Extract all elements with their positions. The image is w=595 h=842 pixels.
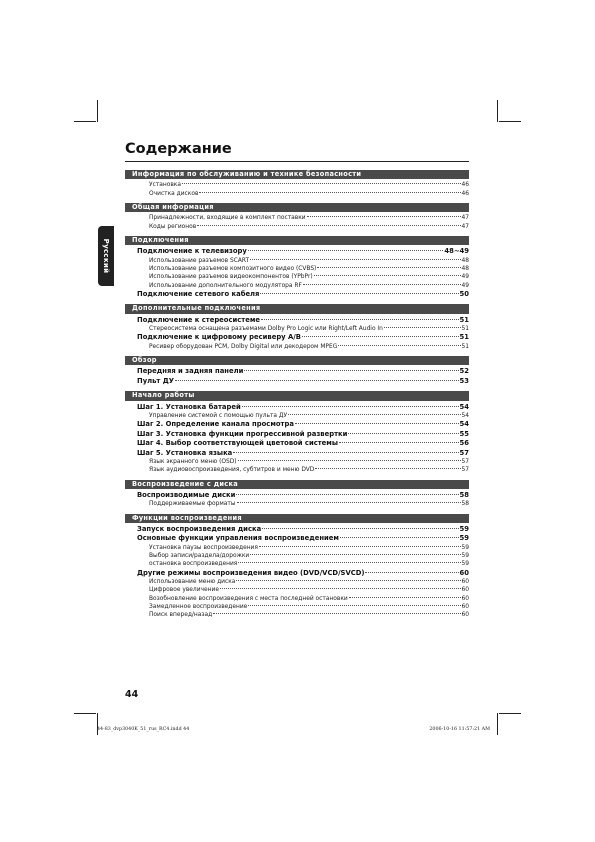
toc-entry[interactable]	[125, 525, 469, 534]
entry-page-number: 59	[461, 553, 469, 560]
toc-entry[interactable]	[125, 377, 469, 386]
crop-mark	[74, 121, 96, 122]
toc-subentry[interactable]	[125, 257, 469, 265]
dot-leader	[237, 502, 461, 503]
entry-page-number: 57	[461, 467, 469, 474]
entry-page-number: 59	[461, 544, 469, 551]
entry-page-number: 58	[459, 490, 469, 499]
entry-page-number: 47	[461, 223, 469, 230]
entry-title: Шаг 4. Выбор соответствующей цветовой системы	[137, 439, 338, 448]
entry-title: Основные функции управления воспроизведением	[137, 534, 339, 543]
entry-page-number: 54	[459, 402, 469, 411]
page-title: Содержание	[125, 141, 232, 157]
toc-subentry[interactable]	[125, 560, 469, 568]
toc-subentry[interactable]	[125, 412, 469, 420]
entry-title: Принадлежности, входящие в комплект поставки	[149, 215, 306, 222]
toc-section	[125, 170, 469, 198]
toc-subentry[interactable]	[125, 282, 469, 290]
entry-page-number: 60	[461, 603, 469, 610]
entry-page-number: 50	[459, 289, 469, 298]
toc-section	[125, 236, 469, 299]
entry-title: остановка воспроизведения	[149, 561, 238, 568]
side-tab-label: Русский	[102, 238, 110, 274]
section-header: Информация по обслуживанию и технике безопасности	[125, 170, 469, 179]
toc-subentry[interactable]	[125, 552, 469, 560]
entry-title: Другие режимы воспроизведения видео (DVD/VCD/SVCD)	[137, 568, 365, 577]
entry-title: Запуск воспроизведения диска	[137, 524, 262, 533]
entry-title: Управление системой с помощью пульта ДУ	[149, 413, 288, 420]
dot-leader	[236, 580, 460, 581]
entry-page-number: 48	[461, 266, 469, 273]
entry-page-number: 57	[461, 458, 469, 465]
entry-title: Язык экранного меню (OSD)	[149, 458, 237, 465]
section-header: Воспроизведение с диска	[125, 480, 469, 489]
toc-subentry[interactable]	[125, 500, 469, 508]
entry-page-number: 48~49	[444, 247, 469, 256]
entry-title: Язык аудиовоспроизведения, субтитров и меню DVD	[149, 467, 315, 474]
entry-page-number: 49	[461, 282, 469, 289]
toc-section	[125, 480, 469, 509]
entry-title: Передняя и задняя панели	[137, 367, 244, 376]
toc-section	[125, 203, 469, 231]
toc-entry[interactable]	[125, 439, 469, 448]
section-header: Общая информация	[125, 203, 469, 212]
toc-section	[125, 391, 469, 474]
toc-section	[125, 304, 469, 351]
dot-leader	[238, 460, 461, 461]
dot-leader	[248, 250, 444, 251]
toc-subentry[interactable]	[125, 214, 469, 222]
crop-mark	[97, 100, 98, 122]
dot-leader	[315, 468, 460, 469]
dot-leader	[340, 537, 459, 538]
toc-entry[interactable]	[125, 290, 469, 299]
dot-leader	[348, 433, 458, 434]
entry-page-number: 54	[459, 420, 469, 429]
entry-page-number: 46	[461, 182, 469, 189]
entry-title: Использование дополнительного модулятора RF	[149, 282, 302, 289]
dot-leader	[238, 562, 460, 563]
entry-title: Установка	[149, 182, 181, 189]
dot-leader	[248, 605, 460, 606]
toc-section	[125, 514, 469, 620]
entry-title: Выбор записи/раздела/дорожки	[149, 553, 250, 560]
entry-page-number: 58	[461, 501, 469, 508]
dot-leader	[295, 423, 459, 424]
toc-subentry[interactable]	[125, 343, 469, 351]
entry-title: Использование разъемов композитного видео (CVBS)	[149, 266, 317, 273]
entry-page-number: 46	[461, 190, 469, 197]
crop-mark	[499, 713, 521, 714]
toc-subentry[interactable]	[125, 223, 469, 231]
toc-entry[interactable]	[125, 569, 469, 578]
entry-title: Подключение к цифровому ресиверу A/B	[137, 333, 301, 342]
title-rule	[125, 161, 469, 162]
entry-page-number: 55	[459, 429, 469, 438]
toc-subentry[interactable]	[125, 458, 469, 466]
entry-page-number: 52	[459, 367, 469, 376]
crop-mark	[497, 100, 498, 122]
entry-title: Цифровое увеличение	[149, 587, 219, 594]
toc-subentry[interactable]	[125, 325, 469, 333]
toc-entry[interactable]	[125, 430, 469, 439]
toc-entry[interactable]	[125, 449, 469, 458]
dot-leader	[317, 267, 460, 268]
toc-entry[interactable]	[125, 420, 469, 429]
entry-page-number: 54	[461, 413, 469, 420]
toc-entry[interactable]	[125, 247, 469, 256]
entry-title: Установка паузы воспроизведения	[149, 544, 258, 551]
entry-title: Подключение к стереосистеме	[137, 315, 260, 324]
toc-subentry[interactable]	[125, 603, 469, 611]
toc-entry[interactable]	[125, 403, 469, 412]
toc-entry[interactable]	[125, 491, 469, 500]
dot-leader	[261, 319, 459, 320]
dot-leader	[236, 494, 458, 495]
entry-title: Стереосистема оснащена разъемами Dolby Pro Logic или Right/Left Audio In	[149, 326, 383, 333]
entry-page-number: 59	[459, 524, 469, 533]
dot-leader	[244, 370, 458, 371]
crop-mark	[497, 713, 498, 735]
section-header: Функции воспроизведения	[125, 514, 469, 523]
crop-mark	[74, 713, 96, 714]
toc-entry[interactable]	[125, 316, 469, 325]
dot-leader	[302, 336, 459, 337]
language-side-tab	[98, 226, 114, 286]
dot-leader	[175, 380, 459, 381]
toc-subentry[interactable]	[125, 595, 469, 603]
dot-leader	[338, 345, 460, 346]
entry-title: Поиск вперед/назад	[149, 612, 213, 619]
entry-title: Пульт ДУ	[137, 376, 174, 385]
dot-leader	[384, 327, 461, 328]
toc-subentry[interactable]	[125, 273, 469, 281]
section-header: Начало работы	[125, 391, 469, 400]
toc-subentry[interactable]	[125, 586, 469, 594]
dot-leader	[314, 275, 461, 276]
entry-page-number: 60	[461, 595, 469, 602]
dot-leader	[288, 414, 460, 415]
entry-page-number: 57	[459, 448, 469, 457]
entry-title: Шаг 3. Установка функции прогрессивной развертки	[137, 429, 348, 438]
entry-title: Возобновление воспроизведения с места последней остановки	[149, 595, 348, 602]
dot-leader	[233, 452, 458, 453]
entry-page-number: 59	[461, 561, 469, 568]
dot-leader	[339, 442, 459, 443]
entry-page-number: 60	[461, 587, 469, 594]
entry-title: Шаг 2. Определение канала просмотра	[137, 420, 294, 429]
dot-leader	[182, 183, 461, 184]
entry-title: Подключение сетевого кабеля	[137, 289, 260, 298]
entry-page-number: 60	[459, 568, 469, 577]
entry-page-number: 51	[461, 326, 469, 333]
dot-leader	[242, 406, 459, 407]
entry-page-number: 51	[461, 343, 469, 350]
toc-subentry[interactable]	[125, 611, 469, 619]
footer-file-info: 44-83_dvp3040K_51_rus_RC4.indd 44	[97, 727, 190, 732]
toc-subentry[interactable]	[125, 181, 469, 189]
entry-title: Подключение к телевизору	[137, 247, 247, 256]
toc-subentry[interactable]	[125, 265, 469, 273]
toc-entry[interactable]	[125, 333, 469, 342]
dot-leader	[199, 192, 460, 193]
dot-leader	[349, 597, 461, 598]
toc-entry[interactable]	[125, 367, 469, 376]
section-header: Подключения	[125, 236, 469, 245]
entry-page-number: 59	[459, 534, 469, 543]
entry-title: Использование разъемов SCART	[149, 257, 250, 264]
entry-page-number: 48	[461, 257, 469, 264]
dot-leader	[303, 284, 461, 285]
toc-subentry[interactable]	[125, 578, 469, 586]
dot-leader	[250, 259, 460, 260]
dot-leader	[259, 546, 461, 547]
page-number: 44	[125, 689, 139, 700]
toc-subentry[interactable]	[125, 466, 469, 474]
dot-leader	[250, 554, 460, 555]
entry-page-number: 53	[459, 376, 469, 385]
dot-leader	[213, 613, 460, 614]
dot-leader	[365, 572, 458, 573]
dot-leader	[307, 216, 461, 217]
entry-page-number: 56	[459, 439, 469, 448]
entry-title: Поддерживаемые форматы	[149, 501, 236, 508]
entry-title: Коды регионов	[149, 223, 197, 230]
entry-page-number: 51	[459, 333, 469, 342]
entry-title: Шаг 1. Установка батарей	[137, 402, 241, 411]
entry-page-number: 60	[461, 579, 469, 586]
section-header: Дополнительные подключения	[125, 304, 469, 313]
toc-subentry[interactable]	[125, 190, 469, 198]
entry-page-number: 51	[459, 315, 469, 324]
dot-leader	[220, 588, 461, 589]
dot-leader	[197, 225, 460, 226]
entry-title: Использование меню диска	[149, 579, 236, 586]
toc-entry[interactable]	[125, 534, 469, 543]
entry-title: Использование разъемов видеокомпонентов (YPbPr)	[149, 274, 313, 281]
toc-subentry[interactable]	[125, 544, 469, 552]
entry-title: Воспроизводимые диски	[137, 490, 236, 499]
table-of-contents	[125, 170, 469, 625]
entry-page-number: 60	[461, 612, 469, 619]
dot-leader	[260, 293, 458, 294]
entry-title: Ресивер оборудован PCM, Dolby Digital или декодером MPEG	[149, 343, 338, 350]
entry-page-number: 49	[461, 274, 469, 281]
toc-section	[125, 356, 469, 386]
crop-mark	[499, 121, 521, 122]
dot-leader	[262, 528, 458, 529]
footer-timestamp: 2006-10-16 11:57:21 AM	[429, 727, 490, 732]
entry-title: Очистка дисков	[149, 190, 199, 197]
entry-page-number: 47	[461, 215, 469, 222]
entry-title: Замедленное воспроизведение	[149, 603, 248, 610]
entry-title: Шаг 5. Установка языка	[137, 448, 233, 457]
section-header: Обзор	[125, 356, 469, 365]
